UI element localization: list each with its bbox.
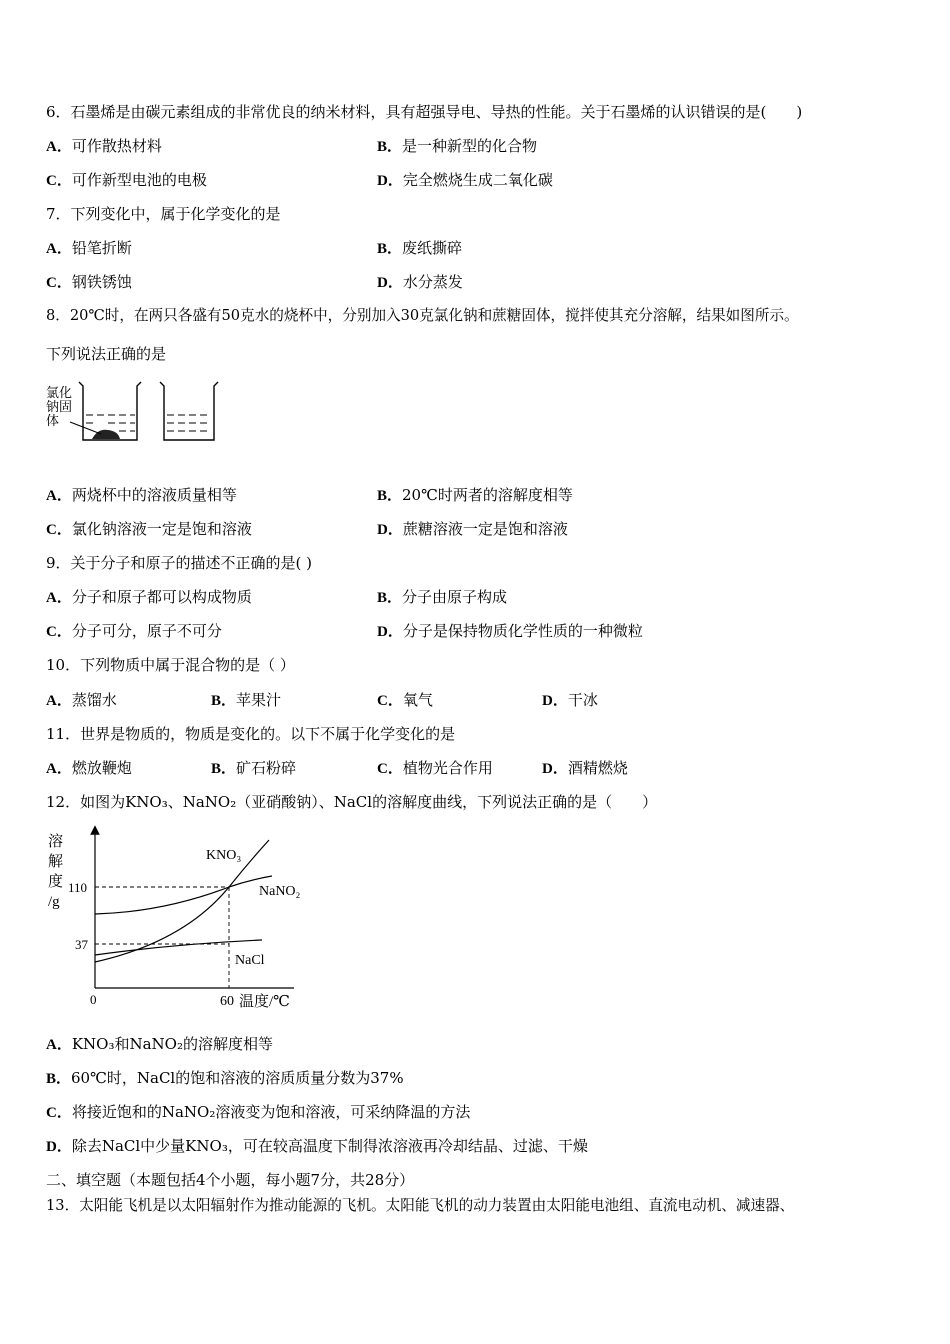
option-label: D． bbox=[377, 275, 403, 291]
option-text: 矿石粉碎 bbox=[236, 759, 297, 777]
option-label: C． bbox=[46, 522, 72, 538]
question-12-stem: 12．如图为KNO₃、NaNO₂（亚硝酸钠）、NaCl的溶解度曲线，下列说法正确的是（ ） bbox=[46, 793, 658, 811]
figure-label-line: 氯化 bbox=[46, 386, 73, 401]
option-text: 蔗糖溶液一定是饱和溶液 bbox=[402, 520, 568, 538]
x-origin-label: 0 bbox=[90, 992, 97, 1007]
q10-option-b bbox=[211, 690, 281, 711]
option-text: 60℃时，NaCl的饱和溶液的溶质质量分数为37% bbox=[71, 1069, 404, 1087]
option-text: 分子可分，原子不可分 bbox=[71, 622, 222, 640]
nacl-label: NaCl bbox=[235, 953, 265, 968]
option-label: A． bbox=[46, 488, 72, 504]
q12-option-c bbox=[46, 1102, 470, 1123]
option-text: 酒精燃烧 bbox=[567, 759, 628, 777]
option-text: 水分蒸发 bbox=[402, 273, 463, 291]
option-text: KNO₃和NaNO₂的溶解度相等 bbox=[71, 1035, 273, 1053]
q10-option-d bbox=[542, 690, 598, 711]
option-text: 蒸馏水 bbox=[71, 691, 117, 709]
q10-option-a bbox=[46, 690, 117, 711]
beakers-drawing bbox=[46, 378, 226, 448]
x-tick-60: 60 bbox=[220, 994, 234, 1009]
y-axis-label-4: /g bbox=[48, 894, 60, 910]
nano2-curve bbox=[95, 876, 272, 914]
q7-option-d bbox=[377, 272, 463, 293]
option-text: 将接近饱和的NaNO₂溶液变为饱和溶液，可采纳降温的方法 bbox=[71, 1103, 471, 1121]
figure-label-line: 体 bbox=[46, 414, 60, 429]
q6-option-d bbox=[377, 170, 553, 191]
option-label: B． bbox=[211, 761, 237, 777]
question-13-stem: 13．太阳能飞机是以太阳辐射作为推动能源的飞机。太阳能飞机的动力装置由太阳能电池组、直流电动机、减速器、 bbox=[46, 1197, 795, 1214]
option-label: C． bbox=[46, 275, 72, 291]
section-2-heading: 二、填空题（本题包括4个小题，每小题7分，共28分） bbox=[46, 1171, 415, 1189]
y-axis-label-1: 溶 bbox=[48, 834, 64, 850]
question-8-stem: 8．20℃时，在两只各盛有50克水的烧杯中，分别加入30克氯化钠和蔗糖固体，搅拌使其充分溶解，结果如图所示。 bbox=[46, 307, 799, 324]
q11-option-d bbox=[542, 758, 628, 779]
option-label: D． bbox=[377, 624, 403, 640]
option-label: B． bbox=[377, 590, 403, 606]
question-8-stem-continued: 下列说法正确的是 bbox=[46, 345, 167, 363]
option-label: C． bbox=[46, 1105, 72, 1121]
q7-option-c bbox=[46, 272, 132, 293]
option-label: B． bbox=[377, 241, 403, 257]
question-11-stem: 11．世界是物质的，物质是变化的。以下不属于化学变化的是 bbox=[46, 725, 456, 743]
option-label: A． bbox=[46, 1037, 72, 1053]
question-9-stem: 9．关于分子和原子的描述不正确的是( ) bbox=[46, 554, 313, 572]
kno3-label: KNO₃ bbox=[206, 848, 242, 863]
y-tick-110: 110 bbox=[68, 880, 88, 895]
option-text: 是一种新型的化合物 bbox=[402, 137, 538, 155]
y-axis-label-3: 度 bbox=[48, 874, 64, 890]
option-text: 两烧杯中的溶液质量相等 bbox=[71, 486, 237, 504]
option-label: B． bbox=[377, 488, 403, 504]
option-label: C． bbox=[46, 624, 72, 640]
q12-option-b bbox=[46, 1068, 404, 1089]
option-text: 植物光合作用 bbox=[402, 759, 493, 777]
figure-label-line: 钠固 bbox=[46, 400, 73, 415]
y-axis-label-2: 解 bbox=[48, 854, 64, 870]
q11-option-b bbox=[211, 758, 296, 779]
option-text: 钢铁锈蚀 bbox=[71, 273, 132, 291]
option-label: D． bbox=[542, 761, 568, 777]
option-label: A． bbox=[46, 139, 72, 155]
option-label: A． bbox=[46, 241, 72, 257]
q6-option-b bbox=[377, 136, 537, 157]
q8-option-b bbox=[377, 485, 573, 506]
option-text: 20℃时两者的溶解度相等 bbox=[402, 486, 573, 504]
q8-option-a bbox=[46, 485, 237, 506]
q7-option-a bbox=[46, 238, 132, 259]
q9-option-c bbox=[46, 621, 222, 642]
option-text: 分子由原子构成 bbox=[402, 588, 508, 606]
q9-option-a bbox=[46, 587, 252, 608]
nano2-label: NaNO₂ bbox=[259, 884, 301, 899]
option-text: 完全燃烧生成二氧化碳 bbox=[402, 171, 553, 189]
option-text: 氧气 bbox=[402, 691, 433, 709]
beaker-2-liquid bbox=[167, 415, 207, 431]
q12-option-d bbox=[46, 1136, 588, 1157]
salt-solid bbox=[92, 430, 120, 439]
option-label: B． bbox=[46, 1071, 72, 1087]
x-axis-label: 温度/℃ bbox=[239, 994, 290, 1010]
option-text: 除去NaCl中少量KNO₃，可在较高温度下制得浓溶液再冷却结晶、过滤、干燥 bbox=[71, 1137, 588, 1155]
option-label: C． bbox=[377, 693, 403, 709]
q7-option-b bbox=[377, 238, 462, 259]
question-10-stem: 10．下列物质中属于混合物的是（ ） bbox=[46, 656, 295, 674]
q6-option-c bbox=[46, 170, 207, 191]
q12-option-a bbox=[46, 1034, 273, 1055]
beakers-figure bbox=[46, 378, 226, 448]
option-text: 分子是保持物质化学性质的一种微粒 bbox=[402, 622, 643, 640]
question-6-stem: 6．石墨烯是由碳元素组成的非常优良的纳米材料，具有超强导电、导热的性能。关于石墨烯的认识错误的是( ) bbox=[46, 103, 803, 121]
option-label: A． bbox=[46, 590, 72, 606]
option-label: C． bbox=[46, 173, 72, 189]
option-text: 氯化钠溶液一定是饱和溶液 bbox=[71, 520, 252, 538]
q8-option-d bbox=[377, 519, 568, 540]
q10-option-c bbox=[377, 690, 433, 711]
beaker-1-liquid bbox=[86, 415, 135, 431]
option-label: D． bbox=[46, 1139, 72, 1155]
q11-option-c bbox=[377, 758, 493, 779]
option-text: 铅笔折断 bbox=[71, 239, 132, 257]
option-text: 可作散热材料 bbox=[71, 137, 162, 155]
pointer-line bbox=[70, 422, 101, 434]
option-label: D． bbox=[377, 173, 403, 189]
question-7-stem: 7．下列变化中，属于化学变化的是 bbox=[46, 205, 281, 223]
q9-option-d bbox=[377, 621, 643, 642]
option-label: B． bbox=[377, 139, 403, 155]
y-tick-37: 37 bbox=[75, 937, 88, 952]
option-label: A． bbox=[46, 761, 72, 777]
option-text: 可作新型电池的电极 bbox=[71, 171, 207, 189]
q8-option-c bbox=[46, 519, 252, 540]
option-text: 废纸撕碎 bbox=[402, 239, 463, 257]
q9-option-b bbox=[377, 587, 507, 608]
option-label: D． bbox=[542, 693, 568, 709]
option-text: 燃放鞭炮 bbox=[71, 759, 132, 777]
option-label: A． bbox=[46, 693, 72, 709]
option-text: 干冰 bbox=[567, 691, 598, 709]
option-text: 苹果汁 bbox=[236, 691, 282, 709]
q11-option-a bbox=[46, 758, 132, 779]
option-label: C． bbox=[377, 761, 403, 777]
solubility-chart-svg bbox=[44, 822, 314, 1012]
solubility-chart bbox=[44, 822, 314, 1012]
option-label: D． bbox=[377, 522, 403, 538]
option-label: B． bbox=[211, 693, 237, 709]
option-text: 分子和原子都可以构成物质 bbox=[71, 588, 252, 606]
q6-option-a bbox=[46, 136, 162, 157]
